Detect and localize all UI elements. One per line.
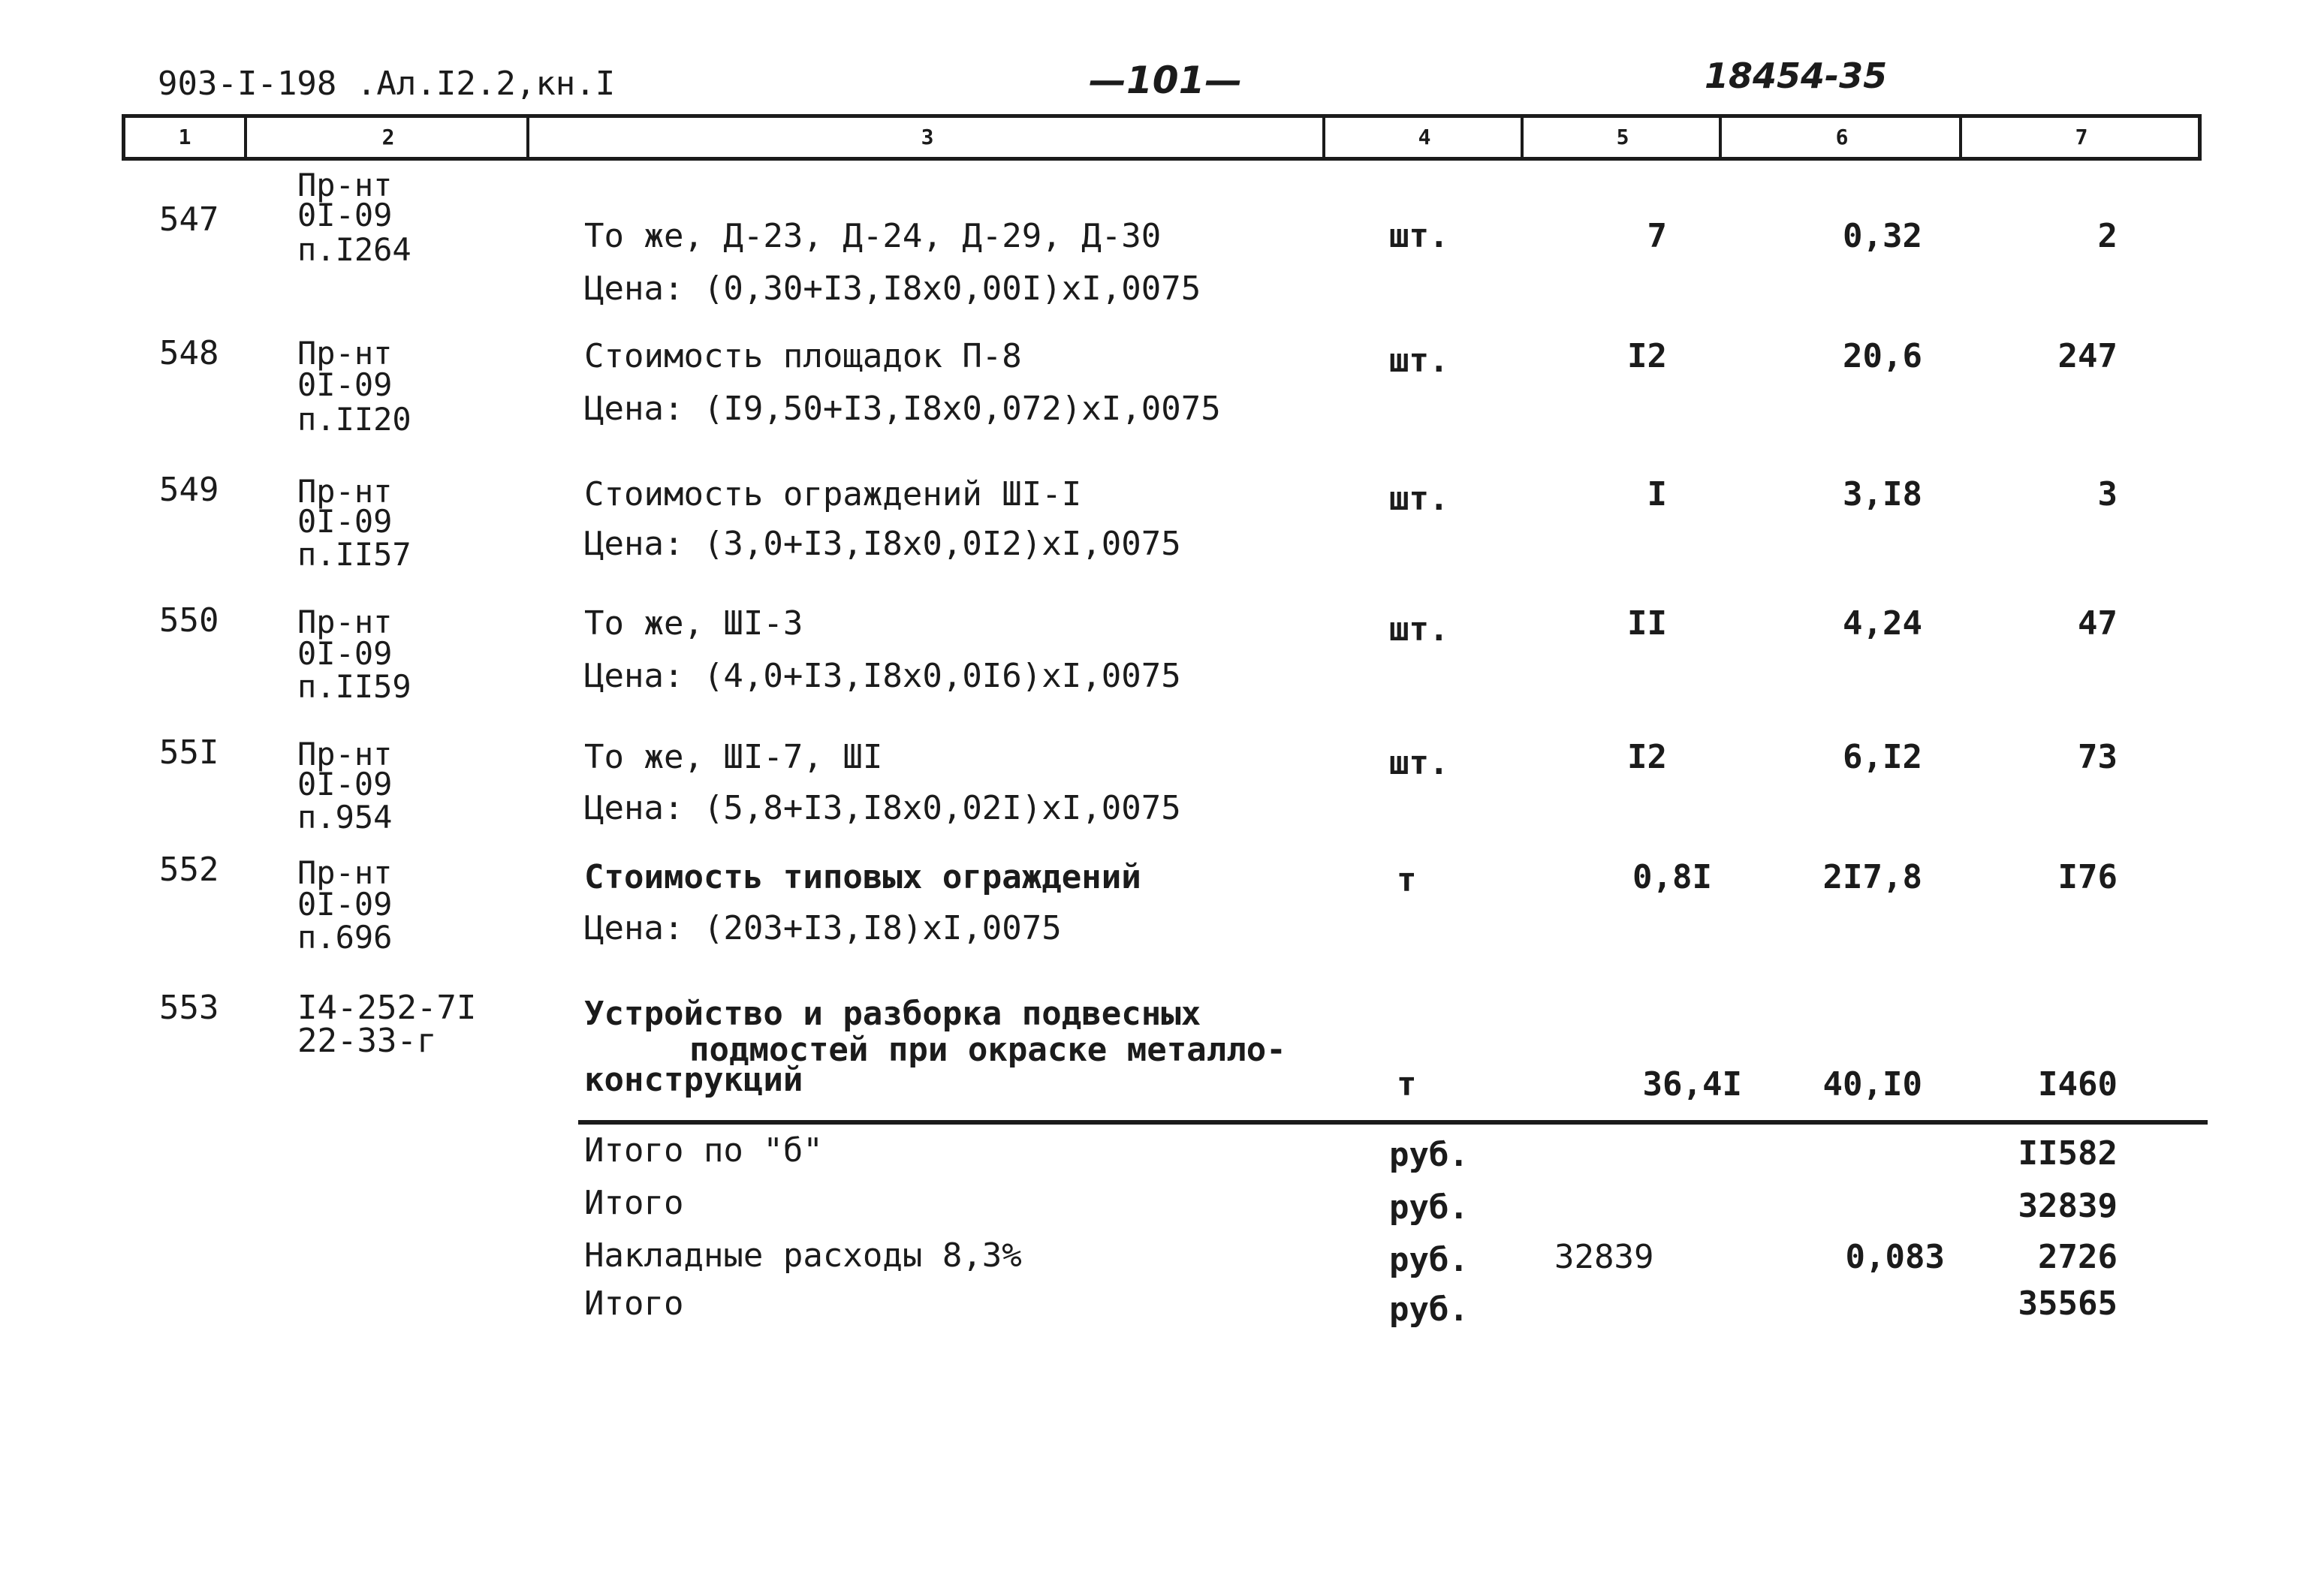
row-unit-price: 2I7,8 [1822, 858, 1922, 896]
row-code-line: п.II57 [297, 536, 411, 573]
row-number: 549 [159, 471, 219, 509]
row-description: То же, ШI-7, ШI [584, 738, 883, 776]
summary-label: Итого [584, 1184, 684, 1222]
row-price-formula: Цена: (203+I3,I8)xI,0075 [584, 909, 1062, 947]
row-code-line: I4-252-7I [297, 989, 477, 1027]
row-quantity: 36,4I [1642, 1065, 1742, 1104]
row-total: I76 [2057, 858, 2118, 896]
column-header-7: 7 [1959, 118, 2201, 157]
row-unit-price: 40,I0 [1822, 1065, 1922, 1104]
column-header-6: 6 [1719, 118, 1962, 157]
row-unit-price: 3,I8 [1843, 475, 1922, 513]
summary-label: Итого [584, 1284, 684, 1323]
row-code-line: п.II20 [297, 401, 411, 438]
row-description: Устройство и разборка подвесных [584, 995, 1201, 1033]
row-total: 247 [2057, 337, 2118, 375]
row-code-line: 0I-09 [297, 766, 393, 803]
row-code-line: 0I-09 [297, 197, 393, 233]
row-code-line: 0I-09 [297, 886, 393, 923]
row-code-line: Пр-нт [297, 167, 393, 203]
summary-total: 35565 [2018, 1284, 2118, 1323]
row-unit-price: 4,24 [1843, 604, 1922, 643]
row-description: То же, Д-23, Д-24, Д-29, Д-30 [584, 217, 1162, 255]
row-description: Стоимость площадок П-8 [584, 337, 1022, 375]
row-description: конструкций [584, 1061, 803, 1099]
row-total: 73 [2078, 738, 2118, 776]
row-description: Стоимость типовых ограждений [584, 858, 1141, 896]
row-total: 47 [2078, 604, 2118, 643]
row-number: 553 [159, 989, 219, 1027]
row-unit: т [1397, 1065, 1417, 1104]
row-price-formula: Цена: (4,0+I3,I8x0,0I6)xI,0075 [584, 657, 1181, 695]
row-unit: шт. [1389, 480, 1449, 518]
row-code-line: Пр-нт [297, 604, 393, 640]
table-header [122, 114, 2202, 161]
row-number: 550 [159, 601, 219, 640]
document-code: 903-I-198 .Ал.I2.2,кн.I [158, 65, 616, 103]
row-unit-price: 6,I2 [1843, 738, 1922, 776]
row-code-line: п.I264 [297, 231, 411, 268]
row-unit: шт. [1389, 342, 1449, 380]
row-price-formula: Цена: (0,30+I3,I8x0,00I)xI,0075 [584, 270, 1201, 308]
row-price-formula: Цена: (3,0+I3,I8x0,0I2)xI,0075 [584, 525, 1181, 563]
row-unit: т [1397, 861, 1417, 899]
summary-total: 32839 [2018, 1187, 2118, 1225]
page-number: —101— [1089, 59, 1243, 102]
row-quantity: 7 [1647, 217, 1667, 255]
summary-unit: руб. [1389, 1188, 1469, 1227]
row-code-line: Пр-нт [297, 736, 393, 772]
column-header-4: 4 [1322, 118, 1524, 157]
row-total: I460 [2038, 1065, 2118, 1104]
summary-divider [578, 1120, 2208, 1125]
row-code-line: Пр-нт [297, 335, 393, 372]
row-quantity: II [1627, 604, 1667, 643]
row-description: То же, ШI-3 [584, 604, 803, 643]
row-quantity: I [1647, 475, 1667, 513]
row-code-line: п.696 [297, 919, 393, 956]
summary-label: Итого по "б" [584, 1131, 823, 1170]
row-code-line: п.II59 [297, 668, 411, 705]
summary-rate: 0,083 [1845, 1238, 1945, 1276]
row-code-line: п.954 [297, 799, 393, 836]
column-header-3: 3 [526, 118, 1325, 157]
row-description: Стоимость ограждений ШI-I [584, 475, 1082, 513]
column-header-5: 5 [1521, 118, 1722, 157]
row-code-line: 0I-09 [297, 366, 393, 403]
column-header-1: 1 [178, 125, 191, 149]
column-header-2: 2 [244, 118, 529, 157]
row-price-formula: Цена: (5,8+I3,I8x0,02I)xI,0075 [584, 789, 1181, 827]
row-code-line: Пр-нт [297, 854, 393, 891]
row-code-line: 22-33-г [297, 1022, 437, 1060]
row-number: 547 [159, 200, 219, 239]
summary-base: 32839 [1554, 1238, 1654, 1276]
row-quantity: I2 [1627, 337, 1667, 375]
inventory-number: 18454-35 [1705, 56, 1888, 96]
summary-total: 2726 [2038, 1238, 2118, 1276]
row-number: 552 [159, 851, 219, 889]
row-unit: шт. [1389, 610, 1449, 649]
row-total: 2 [2097, 217, 2118, 255]
row-unit: шт. [1389, 744, 1449, 782]
row-code-line: 0I-09 [297, 503, 393, 540]
row-unit: шт. [1389, 217, 1449, 255]
summary-unit: руб. [1389, 1136, 1469, 1174]
row-unit-price: 0,32 [1843, 217, 1922, 255]
summary-unit: руб. [1389, 1241, 1469, 1279]
row-code-line: Пр-нт [297, 473, 393, 510]
row-total: 3 [2097, 475, 2118, 513]
row-number: 548 [159, 334, 219, 372]
summary-label: Накладные расходы 8,3% [584, 1236, 1022, 1275]
summary-total: II582 [2018, 1134, 2118, 1173]
row-quantity: 0,8I [1632, 858, 1712, 896]
summary-unit: руб. [1389, 1290, 1469, 1329]
row-unit-price: 20,6 [1843, 337, 1922, 375]
row-price-formula: Цена: (I9,50+I3,I8x0,072)xI,0075 [584, 390, 1221, 428]
row-quantity: I2 [1627, 738, 1667, 776]
row-code-line: 0I-09 [297, 635, 393, 672]
row-number: 55I [159, 733, 219, 772]
row-description: подмостей при окраске металло- [689, 1031, 1286, 1069]
